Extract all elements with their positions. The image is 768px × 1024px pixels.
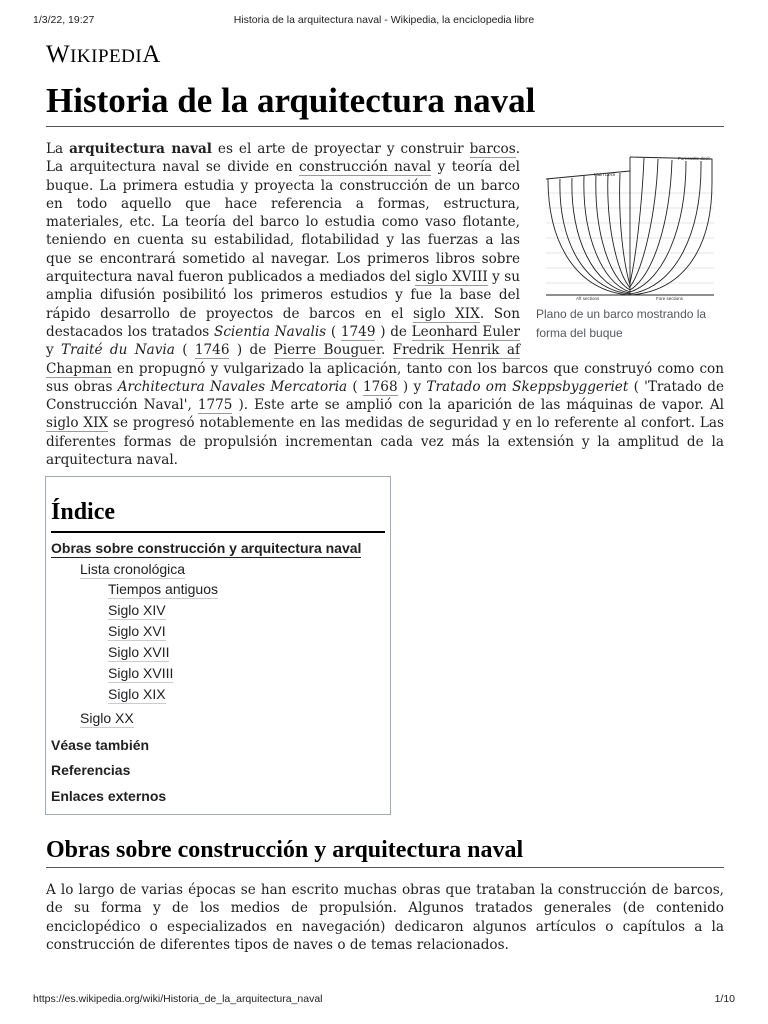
main-deck-label: Main Deck [594,172,616,177]
link-1768[interactable]: 1768 [363,378,398,395]
ship-body-plan-image[interactable] [536,153,724,301]
toc-item-siglo-xviii[interactable]: Siglo XVIII [108,665,174,681]
link-1749[interactable]: 1749 [340,323,376,340]
figure-caption: Plano de un barco mostrando la forma del buque [536,307,707,340]
print-footer [0,993,768,1009]
print-datetime: 1/3/22, 19:27 [33,14,95,26]
toc-item-siglo-xvi[interactable]: Siglo XVI [108,623,166,639]
section-heading: Obras sobre construcción y arquitectura naval [46,835,724,868]
text-run: ( [174,342,195,359]
article-content [46,140,724,469]
link-1775[interactable]: 1775 [197,397,233,414]
text-run: . [380,342,393,359]
toc-item-siglo-xix[interactable]: Siglo XIX [108,686,166,702]
text-run: ( [347,378,363,395]
link-barcos[interactable]: barcos [469,141,516,157]
italic-title: Scientia Navalis [214,323,327,340]
text-run: . La arquitectura naval se divide en [46,141,521,176]
text-run: es el arte de proyectar y construir [211,141,470,157]
text-run: ( 'Tratado de Construcción Naval', [46,378,725,414]
link-siglo-xix[interactable]: siglo XIX [413,305,480,322]
link-1746[interactable]: 1746 [194,342,230,359]
fore-sections-label: Fore sections [656,296,684,301]
text-run: . Son destacados los tratados [46,305,520,340]
link-leonhard-euler[interactable]: Leonhard Euler [411,323,521,340]
logo-w: W [46,41,71,68]
link-chapman[interactable]: Fredrik Henrik af Chapman [46,342,520,377]
italic-title: Architectura Navales Mercatoria [117,378,348,395]
text-run: La [46,141,70,157]
toc-title: Índice [51,497,385,533]
toc-item-referencias[interactable]: Referencias [51,762,131,778]
text-run: ). Este arte se amplió con la aparición de las máquinas de vapor. Al [232,397,724,414]
bold-term: arquitectura naval [69,141,212,157]
table-of-contents [45,476,391,815]
toc-item-tiempos-antiguos[interactable]: Tiempos antiguos [108,581,218,597]
link-construccion-naval[interactable]: construcción naval [298,159,432,176]
toc-item-siglo-xvii[interactable]: Siglo XVII [108,644,170,660]
text-run: y [46,342,62,359]
italic-title: Traité du Navia [61,342,175,359]
forecastle-label: Forecastle deck [678,156,710,161]
print-header [0,14,768,30]
figure-thumbnail [536,153,724,343]
text-run: y su amplia difusión posibilitó los primeros estudios y fue la base del rápido desarrollo de proyectos de barcos en el [46,269,520,322]
link-pierre-bouguer[interactable]: Pierre Bouguer [273,342,381,359]
toc-item-lista-cronologica[interactable]: Lista cronológica [80,561,186,577]
print-url: https://es.wikipedia.org/wiki/Historia_de_la_arquitectura_naval [33,993,323,1005]
text-run: ) de [375,323,412,340]
text-run: se progresó notablemente en las medidas de seguridad y en lo referente al confort. Las diferentes formas de propulsión incrementan cada vez más la extensión y la amplitud de la arquitectura naval. [46,415,724,469]
text-run: ) de [229,342,274,359]
aft-sections-label: Aft sections [576,296,600,301]
page-title: Historia de la arquitectura naval [46,80,724,127]
link-siglo-xviii[interactable]: siglo XVIII [415,269,488,286]
text-run: ) y [397,378,427,395]
print-page-number: 1/10 [714,993,735,1005]
print-page-title: Historia de la arquitectura naval - Wikipedia, la enciclopedia libre [233,14,535,26]
text-run: en propugnó y vulgarizado la aplicación, tanto con los barcos que construyó como con sus obras [46,360,724,395]
text-run: y teoría del buque. La primera estudia y proyecta la construcción de un barco en todo aquello que hace referencia a formas, estructura, materiales, etc. La teoría del barco lo estudia como vaso flotante, teniendo en cuenta su estabilidad, flotabilidad y las fuerzas a las que se encontrará sometido al navegar. Los primeros libros sobre arquitectura naval fueron publicados a mediados del [46,159,520,286]
toc-item-obras[interactable]: Obras sobre construcción y arquitectura naval [51,540,362,556]
toc-item-enlaces-externos[interactable]: Enlaces externos [51,788,167,804]
text-run: ( [326,323,341,340]
logo-middle: IKIPEDI [70,46,143,67]
section-paragraph: A lo largo de varias épocas se han escrito muchas obras que trataban la construcción de barcos, de su forma y de los medios de propulsión. Algunos tratados generales (de contenido enciclopédico o especializados en navegación) dedicaron algunos artículos o capítulos a la construcción de diferentes tipos de naves o de temas relacionados. [46,882,724,953]
toc-item-siglo-xiv[interactable]: Siglo XIV [108,602,166,618]
wikipedia-logo[interactable] [46,41,161,69]
logo-a: A [142,41,161,68]
toc-item-siglo-xx[interactable]: Siglo XX [80,710,134,726]
italic-title: Tratado om Skeppsbyggeriet [426,378,629,395]
toc-item-vease-tambien[interactable]: Véase también [51,737,150,753]
link-siglo-xix-2[interactable]: siglo XIX [46,415,109,432]
